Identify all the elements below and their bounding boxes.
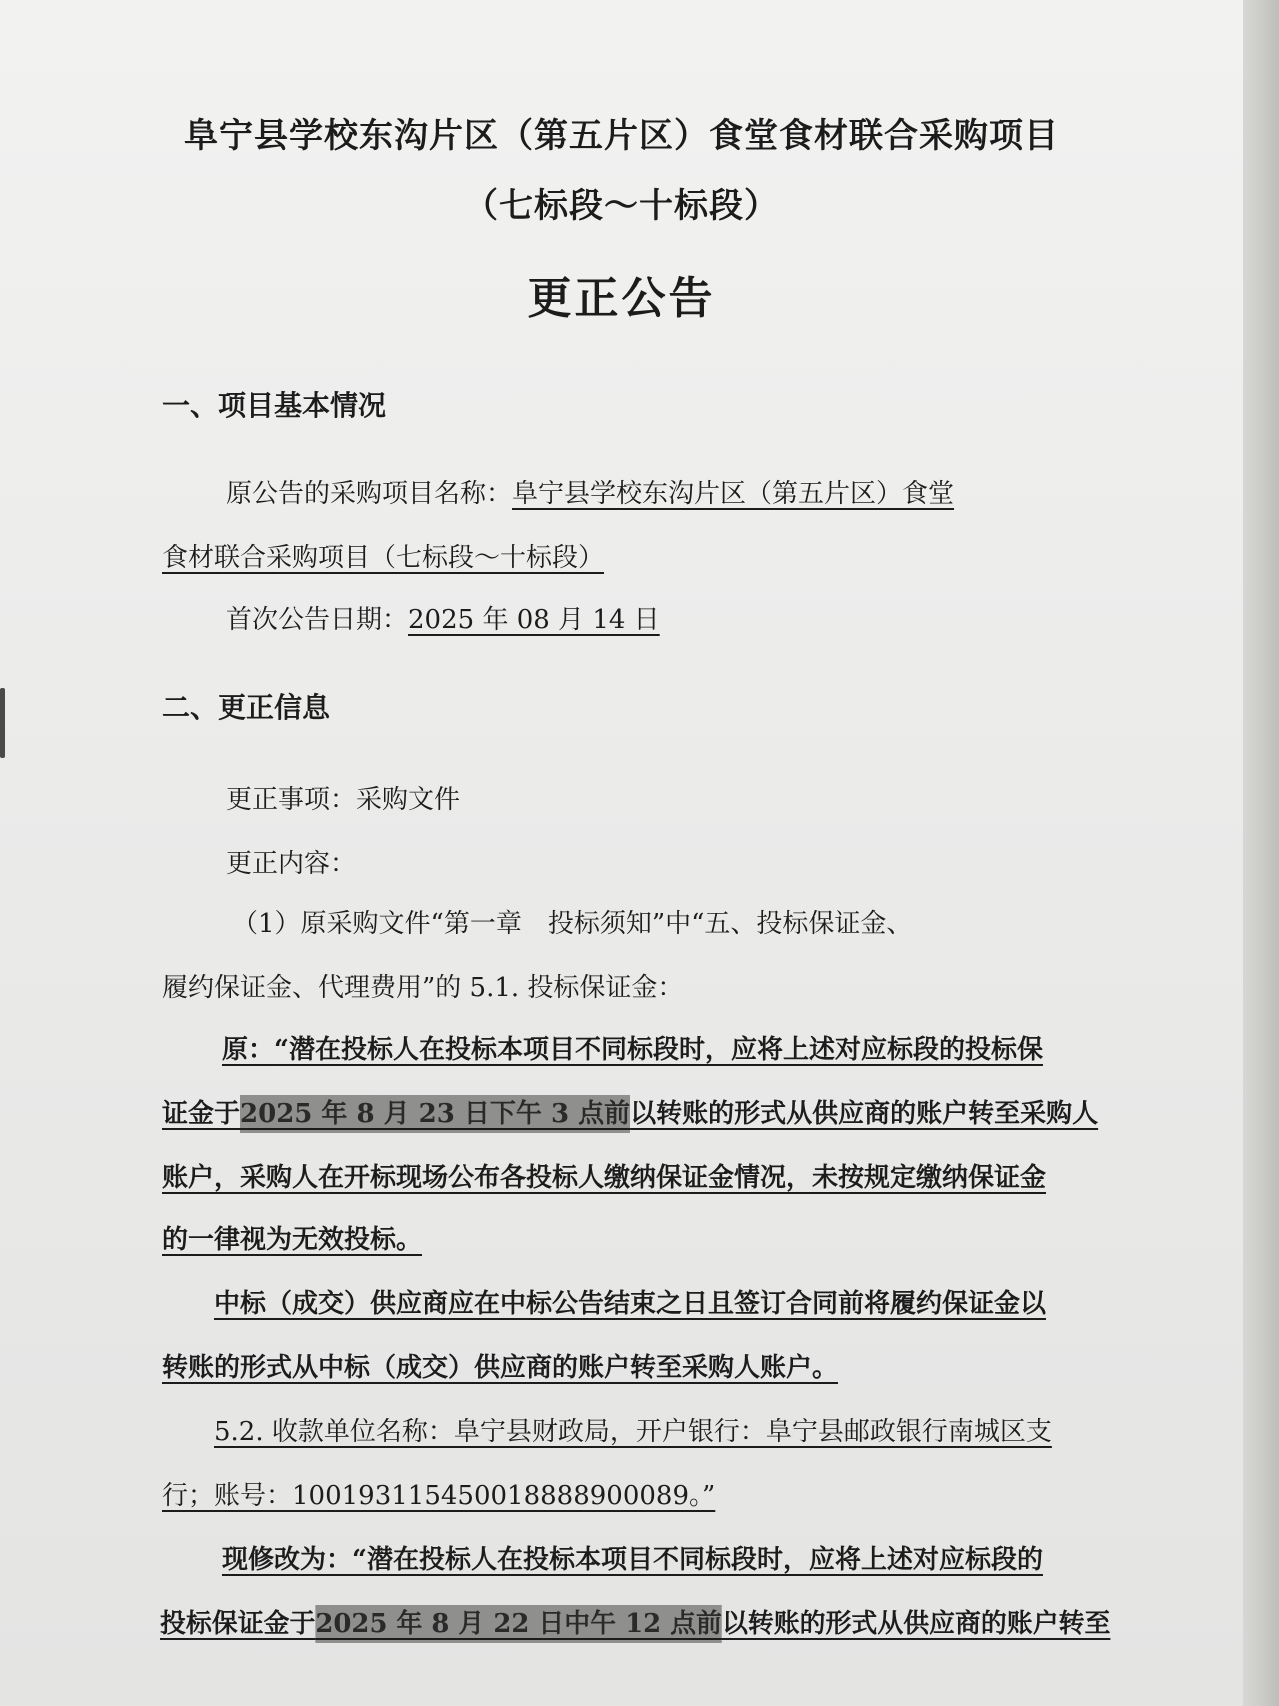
item1-line2: 履约保证金、代理费用”的 5.1. 投标保证金：: [162, 973, 684, 1003]
section2-heading: 二、更正信息: [162, 691, 331, 724]
revised-line1: [222, 1542, 1043, 1578]
revised-line2: [160, 1606, 1110, 1642]
original-label: 原：: [222, 1035, 275, 1065]
document-title-line2: （七标段～十标段）: [464, 186, 779, 226]
correction-content-label: 更正内容：: [226, 849, 357, 879]
project-name-line1: [226, 476, 954, 512]
project-name-value-part1: 阜宁县学校东沟片区（第五片区）食堂: [512, 479, 955, 509]
original-line3: 账户，采购人在开标现场公布各投标人缴纳保证金情况，未按规定缴纳保证金: [162, 1163, 1047, 1193]
project-name-value-part2: 食材联合采购项目（七标段～十标段）: [162, 543, 605, 573]
original-line2: [162, 1096, 1098, 1132]
first-date-line: [226, 602, 660, 638]
first-date-label: 首次公告日期：: [226, 605, 409, 635]
original-line2-pre: 证金于: [162, 1099, 241, 1129]
original-line5: 中标（成交）供应商应在中标公告结束之日且签订合同前将履约保证金以: [214, 1289, 1047, 1319]
revised-line1-text: “潜在投标人在投标本项目不同标段时，应将上述对应标段的: [352, 1545, 1043, 1575]
section1-heading: 一、项目基本情况: [162, 389, 387, 422]
original-line7: 5.2. 收款单位名称：阜宁县财政局，开户银行：阜宁县邮政银行南城区支: [214, 1417, 1052, 1447]
page-edge-mark: [0, 688, 5, 758]
original-line1-text: “潜在投标人在投标本项目不同标段时，应将上述对应标段的投标保: [274, 1035, 1043, 1065]
revised-label: 现修改为：: [222, 1545, 353, 1575]
document-title-line1: 阜宁县学校东沟片区（第五片区）食堂食材联合采购项目: [184, 116, 1059, 156]
original-deadline-highlight: 2025 年 8 月 23 日下午 3 点前: [240, 1095, 630, 1133]
document-main-title: 更正公告: [527, 273, 716, 324]
original-line4: 的一律视为无效投标。: [162, 1225, 423, 1255]
first-date-value: 2025 年 08 月 14 日: [408, 605, 660, 635]
item1-line1: （1）原采购文件“第一章 投标须知”中“五、投标保证金、: [232, 909, 913, 939]
revised-line2-pre: 投标保证金于: [160, 1609, 316, 1639]
original-line1: [222, 1032, 1043, 1068]
revised-line2-post: 以转账的形式从供应商的账户转至: [721, 1609, 1111, 1639]
original-line8: 行；账号：100193115450018888900089。”: [162, 1481, 716, 1511]
original-line2-post: 以转账的形式从供应商的账户转至采购人: [630, 1099, 1099, 1129]
original-line6: 转账的形式从中标（成交）供应商的账户转至采购人账户。: [162, 1353, 839, 1383]
correction-matter: 更正事项：采购文件: [226, 785, 461, 815]
background-edge: [1243, 0, 1279, 1706]
revised-deadline-highlight: 2025 年 8 月 22 日中午 12 点前: [315, 1605, 722, 1643]
project-name-label: 原公告的采购项目名称：: [226, 479, 513, 509]
